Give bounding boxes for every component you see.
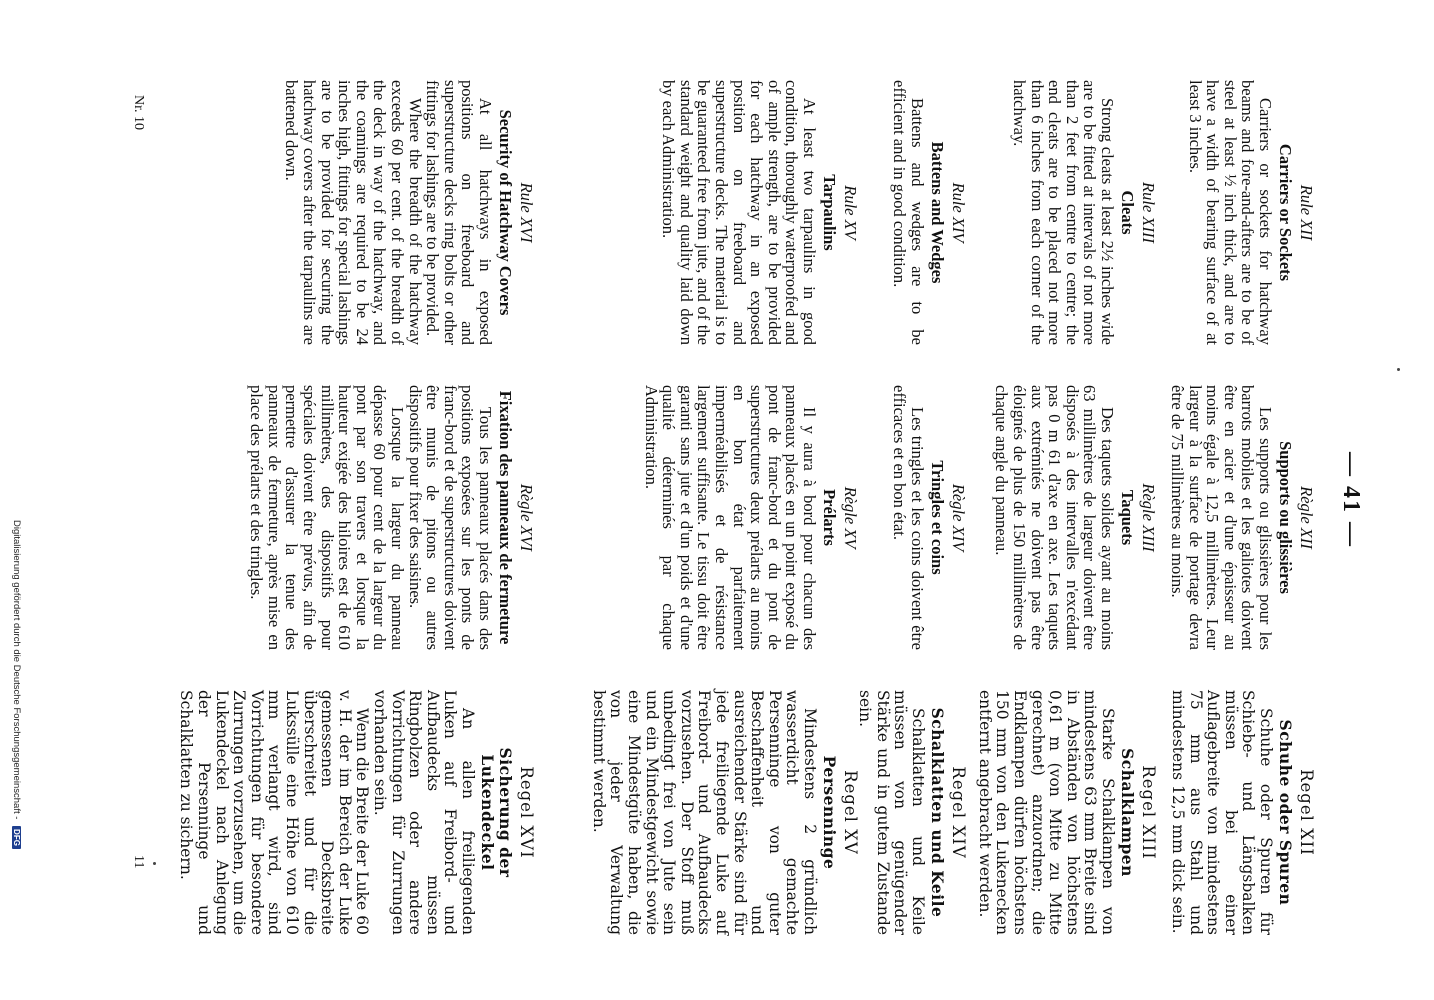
rule-title: Sicherung der Lukendeckel: [478, 747, 515, 878]
rule-paragraph: Where the breadth of the hatchway exceeds 60 per cent. of the breadth of the deck in way of the hatchway, and the coamings are required to be 24 inches high, fittings for special lashings are to be provided for securing the hatchway covers after the tarpaulins are battened down.: [282, 80, 425, 345]
rule-section: [993, 385, 1158, 650]
rule-section: [177, 690, 536, 935]
scan-speck: [1397, 368, 1400, 371]
rule-section: [248, 385, 536, 650]
rule-section: [642, 385, 860, 650]
rule-paragraph: Les tringles et les coins doivent être efficaces et en bon état.: [890, 385, 927, 650]
rule-number: Règle XV: [841, 486, 860, 549]
rule-number: Règle XII: [1297, 486, 1316, 549]
rule-number: Regel XVI: [517, 766, 536, 859]
rule-section: [1168, 385, 1316, 650]
rule-title: Schalklampen: [1118, 748, 1137, 877]
rule-paragraph: Schalklatten und Keile müssen von genügender Stärke und in gutem Zustande sein.: [856, 690, 927, 935]
rule-number: Rule XII: [1297, 184, 1316, 241]
rule-number: Regel XV: [841, 770, 860, 855]
rule-number: Rule XIV: [949, 182, 968, 243]
rule-section: [283, 80, 536, 345]
rule-section: [891, 80, 968, 345]
rule-title: Taquets: [1118, 489, 1137, 546]
rule-paragraph: Mindestens 2 gründlich wasserdicht gemachte Persenninge von guter Beschaffenheit und ausreichender Stärke sind für jede freiliegende Luke auf Freibord- und Aufbaudecks vorzusehen. Der Stoff muß unbedingt frei von Jute sein und ein Mindestgewicht sowie eine Mindestgüte haben, die von jeder Verwaltung bestimmt werden.: [589, 690, 819, 935]
rule-paragraph: Des taquets solides ayant au moins 63 millimètres de largeur doivent être disposés à des intervalles n'excédant pas 0 m 61 d'axe en axe. Les taquets aux extrémités ne doivent pas être éloignés de plus de 150 millimètres de chaque angle du panneau.: [992, 385, 1117, 650]
rule-title: Carriers or Sockets: [1276, 143, 1295, 282]
rule-section: [891, 385, 968, 650]
credit-text: Digitalisierung gefördert durch die Deutsche Forschungsgemeinschaft -: [11, 520, 22, 820]
digitization-credit: [11, 520, 22, 990]
rule-paragraph: An allen freiliegenden Luken auf Freibord- und Aufbaudecks müssen Ringbolzen oder andere Vorrichtungen für Zurrungen vorhanden sein.: [371, 690, 477, 935]
rule-paragraph: Wenn die Breite der Luke 60 v. H. der im Bereich der Luke gemessenen Decksbreite überschreitet und für die Lukssülle eine Höhe von 610 mm verlangt wird, sind Vorrichtungen für besondere Zurrungen vorzusehen, um die Lukendeckel nach Anlegung der Persenninge und Schalklatten zu sichern.: [177, 690, 372, 935]
rule-paragraph: Lorsque la largeur du panneau dépasse 60 pour cent de la largeur du pont par son travers et lorsque la hauteur exigée des hiloires est de 610 millimètres, des dispositifs pour spéciales doivent être prévus, afin de permettre d'assurer la tenue des panneaux de fermeture, après mise en place des prélarts et des tringles.: [247, 385, 408, 650]
rule-title: Cleats: [1118, 190, 1137, 235]
rule-title: Persenninge: [820, 755, 839, 870]
rule-number: Rule XV: [841, 185, 860, 240]
rule-number: Règle XIII: [1139, 483, 1158, 552]
rule-title: Tarpaulins: [820, 174, 839, 251]
page-number: — 41 —: [1338, 452, 1364, 548]
rule-paragraph: Strong cleats at least 2½ inches wide are to be fitted at intervals of not more than 2 feet from centre to centre; the end cleats are to be placed not more than 6 inches from each corner of the hatchway.: [1010, 80, 1117, 345]
rule-title: Battens and Wedges: [928, 141, 947, 284]
rule-number: Regel XIII: [1139, 765, 1158, 860]
rule-title: Fixation des panneaux de fermeture: [496, 390, 515, 645]
rule-paragraph: Les supports ou glissières pour les barrots mobiles et les galiotes doivent être en acier et d'une épaisseur au moins égale à 12,5 millimètres. Leur largeur à la surface de portage devra être de 75 millimètres au moins.: [1168, 385, 1275, 650]
scan-speck: [153, 862, 156, 865]
rule-paragraph: Tous les panneaux placés dans des positions exposées sur les ponts de franc-bord et de superstructures doivent être munis de pitons ou autres dispositifs pour fixer des saisines.: [405, 385, 495, 650]
rule-title: Supports ou glissières: [1276, 441, 1295, 594]
rule-paragraph: Starke Schalklampen von mindestens 63 mm Breite sind in Abständen von höchstens 0,61 m (von Mitte zu Mitte gerechnet) anzuordnen; die Endklampen dürfen höchstens 150 mm von den Lukenecken entfernt angebracht werden.: [975, 690, 1117, 935]
dfg-logo: DFG: [12, 826, 21, 849]
rule-paragraph: At least two tarpaulins in good condition, thoroughly waterproofed and of ample strength, are to be provided for each hatchway in an exposed position on freeboard and superstructure decks. The material is to be guaranteed free from jute, and of the standard weight and quality laid down by each Administration.: [659, 80, 819, 345]
rule-paragraph: Il y aura à bord pour chacun des panneaux placés en un point exposé du pont de franc-bord et du pont de superstructures deux prélarts au moins en bon état parfaitement imperméabilisés et de résistance largement suffisante. Le tissu doit être garanti sans jute et d'un poids et d'une qualité déterminés par chaque Administration.: [641, 385, 819, 650]
rule-paragraph: Battens and wedges are to be efficient and in good condition.: [890, 80, 927, 345]
rule-paragraph: At all hatchways in exposed positions on freeboard and superstructure decks ring bolts or other fittings for lashings are to be provided.: [423, 80, 495, 345]
rule-paragraph: Schuhe oder Spuren für Schiebe- und Längsbalken müssen bei einer Auflagebreite von mindestens 75 mm aus Stahl und mindestens 12,5 mm dick sein.: [1169, 690, 1275, 935]
rule-title: Tringles et coins: [928, 460, 947, 575]
column-french: [186, 385, 1316, 650]
rule-number: Regel XII: [1297, 769, 1316, 856]
rule-title: Schuhe oder Spuren: [1276, 719, 1295, 906]
footer-left-marker: Nr. 10: [131, 95, 146, 130]
rule-section: [975, 690, 1158, 935]
rule-section: [660, 80, 860, 345]
footer-right-marker: 11: [131, 855, 146, 869]
rule-title: Schalklatten und Keile: [928, 707, 947, 918]
column-english: [186, 80, 1316, 345]
column-german: [177, 690, 1316, 935]
rule-section: [1168, 690, 1316, 935]
rule-number: Règle XIV: [949, 483, 968, 552]
rule-number: Règle XVI: [517, 483, 536, 552]
rule-section: [1186, 80, 1316, 345]
rule-title: Security of Hatchway Covers: [496, 109, 515, 316]
rule-paragraph: Carriers or sockets for hatchway beams and fore-and-afters are to be of steel at least ½ inch thick, and are to have a width of bearing surface of at least 3 inches.: [1185, 80, 1275, 345]
rule-section: [589, 690, 860, 935]
rule-title: Prélarts: [820, 489, 839, 546]
rule-number: Rule XIII: [1139, 182, 1158, 243]
rule-section: [1010, 80, 1158, 345]
rule-section: [856, 690, 968, 935]
rule-number: Rule XVI: [517, 182, 536, 243]
rule-number: Regel XIV: [949, 766, 968, 859]
